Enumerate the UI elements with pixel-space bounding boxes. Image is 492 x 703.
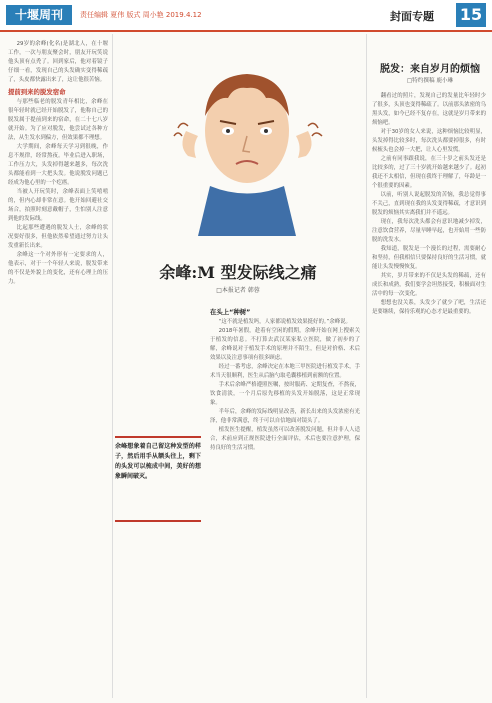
pullquote-rule-bottom: [115, 520, 201, 522]
left-paragraph: 与那些临老的脱发青年相比，余峰在很年轻时就已经开始脱发了，他称自己的脱发属于提前到来的宿命，在二十七八岁就开始。为了应对脱发，他尝试过各种方法，从生发水到偏方，但效果都不理想。: [8, 99, 108, 141]
pullquote: 余峰想象着自己留这种发型的样子，然后用手从额头往上，剩下的头发可以梳成中间，美好的想象瞬间破灭。: [115, 443, 201, 480]
left-column: [8, 40, 108, 287]
right-paragraph: 其实，岁月带来的不仅是头发的稀疏，还有成长和成熟，我们要学会坦然接受，积极面对生活中的每一次变化。: [372, 273, 486, 297]
left-paragraph: 余峰这一个对外形有一定要求的人，他表示，对于一个年轻人来说，脱发带来的不仅是外貌上的变化，还有心理上的压力。: [8, 252, 108, 285]
hair-loss-illustration: [148, 36, 346, 236]
right-paragraph: 对于30岁的女人来说，这种烦恼比较明显，头发掉得比较多时，每次洗头都要掉很多，有时候梳头也会掉一大把，让人心里发慌。: [372, 129, 486, 153]
middle-paragraph: “这不就是植发吗，人家都说植发效果挺好的。”余峰说。: [218, 319, 351, 325]
left-paragraph: 大学期间，余峰每天学习到很晚，作息不规律，经常熬夜。毕业后进入职场，工作压力大，头发掉得越来越多，每次洗头都能看到一大把头发。他说脱发问题已经成为他心里的一个疙瘩。: [8, 144, 108, 186]
page-header: [0, 0, 492, 32]
right-paragraph: 现在，我每次洗头都会有意识地减少掉发，注意饮食营养，尽量早睡早起，也开始用一些防脱的洗发水。: [372, 219, 486, 243]
column-divider: [366, 34, 367, 698]
header-meta: 责任编辑 夏伟 版式 周小艳 2019.4.12: [80, 11, 202, 19]
article-title: 余峰:M 型发际线之痛: [159, 263, 317, 282]
section-title: 封面专题: [390, 10, 434, 23]
column-divider: [112, 34, 113, 698]
right-paragraph: 想想也没关系，头发少了就少了吧，生活还是要继续，保持乐观的心态才是最重要的。: [372, 300, 486, 315]
pullquote-rule-top: [115, 436, 201, 438]
middle-paragraph: 2018年暑假，趁着有空闲的假期，余峰开始在网上搜索关于植发的信息。不打算去武汉某家私立医院，做了初步的了解，余峰说对于植发手术的原理并不陌生，但是对价格、术后效果以及注意事项有很多顾虑。: [210, 328, 360, 361]
right-paragraph: 翻看过的照片，发现自己的发量比年轻时少了很多，头顶也变得稀疏了。以前那头浓密的乌黑头发，如今已经不复存在，这就是岁月带来的烦恼吧。: [372, 93, 486, 126]
right-paragraph: 以前，听别人说起脱发的苦恼，我总觉得事不关己，直到现在我的头发变得稀疏，才意识到脱发的烦恼其实离我们并不遥远。: [372, 192, 486, 216]
right-column: [372, 92, 486, 317]
article-byline: □本报记者 韩蓉: [216, 287, 260, 294]
left-subheading: 提前到来的脱发宿命: [8, 88, 66, 96]
left-paragraph: 当被人开玩笑时，余峰表面上笑嘻嘻的，但内心却非常在意。他开始回避社交场合，拍照时刻意戴帽子，生怕别人注意到他的发际线。: [8, 189, 108, 222]
right-paragraph: 之前有同事跟我说，在三十岁之前头发还是比较多的，过了三十岁就开始越来越少了。起初我还不太相信，但现在我终于理解了，年龄是一个很重要的因素。: [372, 156, 486, 189]
page-number: 15: [456, 3, 486, 27]
middle-paragraph: 手术后余峰严格遵照医嘱，按时服药、定期复查，不熬夜，饮食清淡，一个月后原先移植的头发开始脱落，这是正常现象。: [210, 382, 360, 406]
left-paragraph: 比起那些遭遇的脱发人士，余峰的状况要好很多，但他依然希望通过努力让头发重新长出来。: [8, 225, 108, 249]
left-paragraph: 29岁的余峰(化名)是湖北人，在十堰工作，一次与朋友聚会时，朋友开玩笑说他头顶有点秃了。回到家后，他对着镜子仔细一看，发现自己的头发确实变得稀疏了，头皮都快露出来了，这让他很苦恼。: [8, 41, 108, 83]
right-article-title: 脱发：来自岁月的烦恼: [380, 64, 480, 75]
middle-paragraph: 经过一番考虑，余峰决定在本地三甲医院进行植发手术，手术当天很顺利，医生从后脑勺取毛囊移植到前额的位置。: [210, 364, 360, 379]
middle-subheading: 在头上“种树”: [210, 308, 251, 316]
middle-paragraph: 半年后，余峰的发际线明显改善，新长出来的头发浓密有光泽，他非常满意，终于可以自信地面对镜头了。: [210, 409, 360, 424]
masthead-logo: 十堰周刊: [6, 5, 72, 25]
middle-paragraph: 植发医生提醒，植发虽然可以改善脱发问题，但并非人人适合，术前应到正规医院进行全面评估，术后也要注意护理，保持良好的生活习惯。: [210, 427, 360, 451]
right-article-byline: □特约撰稿 鹿小琳: [406, 78, 454, 84]
right-paragraph: 我知道，脱发是一个漫长的过程，需要耐心和坚持，但我相信只要保持良好的生活习惯，就能让头发慢慢恢复。: [372, 246, 486, 270]
middle-column: [210, 305, 360, 453]
